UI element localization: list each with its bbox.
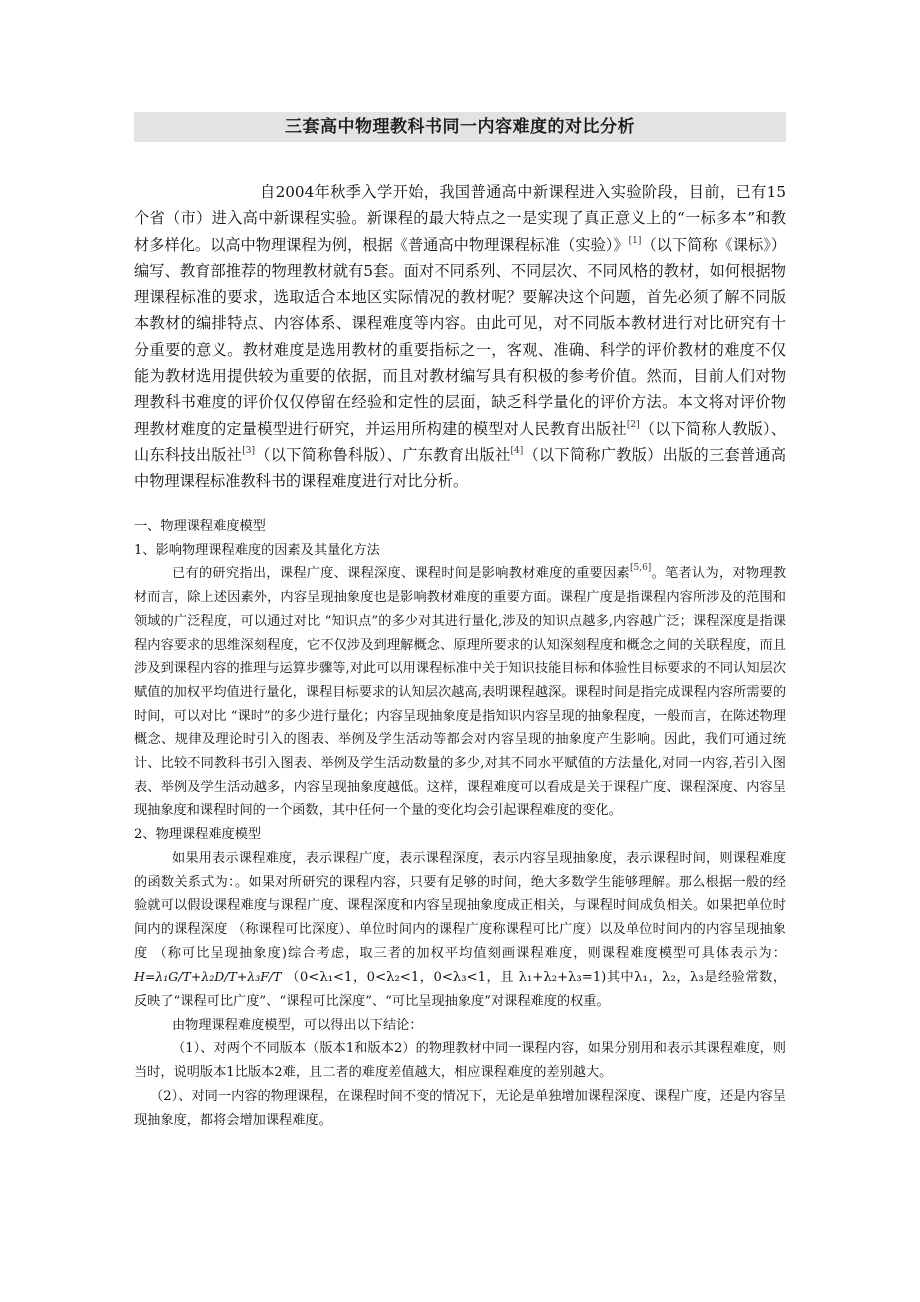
citation-4: [4] — [510, 445, 524, 456]
subsection-heading-1: 1、影响物理课程难度的因素及其量化方法 — [134, 542, 380, 558]
document-title: 三套高中物理教科书同一内容难度的对比分析 — [285, 117, 635, 137]
citation-5-6: [5,6] — [629, 563, 652, 574]
factors-text-1: 已有的研究指出，课程广度、课程深度、课程时间是影响教材难度的重要因素 — [172, 566, 630, 582]
section-heading-1: 一、物理课程难度模型 — [134, 519, 266, 534]
intro-text-3: （以下简称人教版）、山东科技出版社 — [134, 419, 787, 464]
model-text-2: λ₁，λ₂，λ₃是经验常数，反映了“课程可比广度”、“课程可比深度”、“可比呈现抽象度”对课程难度的权重。 — [134, 970, 787, 1010]
main-body — [134, 515, 786, 1132]
intro-section — [134, 179, 786, 495]
intro-text-4: （以下简称鲁科版）、广东教育出版社 — [254, 445, 511, 464]
citation-3: [3] — [242, 445, 255, 456]
paragraph-model — [134, 847, 786, 1014]
difficulty-formula: H=λ₁G/T+λ₂D/T+λ₃F/T — [134, 969, 282, 985]
paragraph-conclusion-2: （2）、对同一内容的物理课程，在课程时间不变的情况下，无论是单独增加课程深度、课程广度，还是内容呈现抽象度，都将会增加课程难度。 — [134, 1088, 786, 1128]
citation-1: [1] — [628, 235, 642, 246]
intro-text-5: （以下简称广教版）出版的三套普通高中物理课程标准教科书的课程难度进行对比分析。 — [134, 445, 787, 491]
paragraph-factors — [134, 562, 786, 823]
factors-text-2: 。笔者认为，对物理教材而言，除上述因素外，内容呈现抽象度也是影响教材难度的重要方面。课程广度是指课程内容所涉及的范围和领域的广泛程度，可以通过对比 “知识点”的多少对其进行量化,涉及的知识点越多,内容越广泛；课程深度是指课程内容要求的思维深刻程度，它不仅涉及到理解概念、原理所要求的认知深刻程度和概念之间的关联程度，而且涉及到课程内容的推理与运算步骤等,对此可以用课程标准中关于知识技能目标和体验性目标要求的不同认知层次赋值的加权平均值进行量化，课程目标要求的认知层次越高,表明课程越深。课程时间是指完成课程内容所需要的时间，可以对比 “课时”的多少进行量化；内容呈现抽象度是指知识内容呈现的抽象程度，一般而言，在陈述物理概念、规律及理论时引入的图表、举例及学生活动等都会对内容呈现的抽象度产生影响。因此，我们可通过统计、比较不同教科书引入图表、举例及学生活动数量的多少,对其不同水平赋值的方法量化,对同一内容,若引入图表、举例及学生活动越多，内容呈现抽象度越低。这样，课程难度可以看成是关于课程广度、课程深度、内容呈现抽象度和课程时间的一个函数，其中任何一个量的变化均会引起课程难度的变化。 — [134, 566, 787, 819]
model-text-1: 如果用表示课程难度，表示课程广度，表示课程深度，表示内容呈现抽象度，表示课程时间，则课程难度的函数关系式为：。如果对所研究的课程内容，只要有足够的时间，绝大多数学生能够理解。那么根据一般的经验就可以假设课程难度与课程广度、课程深度和内容呈现抽象度成正相关，与课程时间成负相关。如果把单位时间内的课程深度 （称课程可比深度）、单位时间内的课程广度称课程可比广度）以及单位时间内的内容呈现抽象度 （称可比呈现抽象度)综合考虑，取三者的加权平均值刻画课程难度，则课程难度模型可具体表示为： — [134, 850, 786, 961]
subsection-heading-2: 2、物理课程难度模型 — [134, 827, 262, 843]
intro-text-2: （以下简称《课标》）编写、教育部推荐的物理教材就有5套。面对不同系列、不同层次、不同风格的教材，如何根据物理课程标准的要求，选取适合本地区实际情况的教材呢？要解决这个问题，首先必须了解不同版本教材的编排特点、内容体系、课程难度等内容。由此可见，对不同版本教材进行对比研究有十分重要的意义。教材难度是选用教材的重要指标之一，客观、准确、科学的评价教材的难度不仅能为教材选用提供较为重要的依据，而且对教材编写具有积极的参考价值。然而，目前人们对物理教科书难度的评价仅仅停留在经验和定性的层面，缺乏科学量化的评价方法。本文将对评价物理教材难度的定量模型进行研究，并运用所构建的模型对人民教育出版社 — [134, 235, 787, 438]
intro-text-1: 自2004年秋季入学开始，我国普通高中新课程进入实验阶段，目前，已有15个省（市）进入高中新课程实验。新课程的最大特点之一是实现了真正意义上的“一标多本”和教材多样化。以高中物理课程为例，根据《普通高中物理课程标准（实验）》 — [134, 183, 786, 254]
formula-condition: （0<λ₁<1，0<λ₂<1，0<λ₃<1，且 λ₁+λ₂+λ₃=1)其中 — [286, 970, 635, 986]
paragraph-conclusion-intro: 由物理课程难度模型，可以得出以下结论： — [172, 1017, 423, 1033]
title-banner — [134, 112, 786, 142]
paragraph-conclusion-1: （1）、对两个不同版本（版本1和版本2）的物理教材中同一课程内容，如果分别用和表示其课程难度，则当时，说明版本1比版本2难，且二者的难度差值越大，相应课程难度的差别越大。 — [134, 1041, 786, 1081]
citation-2: [2] — [626, 419, 640, 430]
intro-paragraph — [134, 179, 786, 495]
